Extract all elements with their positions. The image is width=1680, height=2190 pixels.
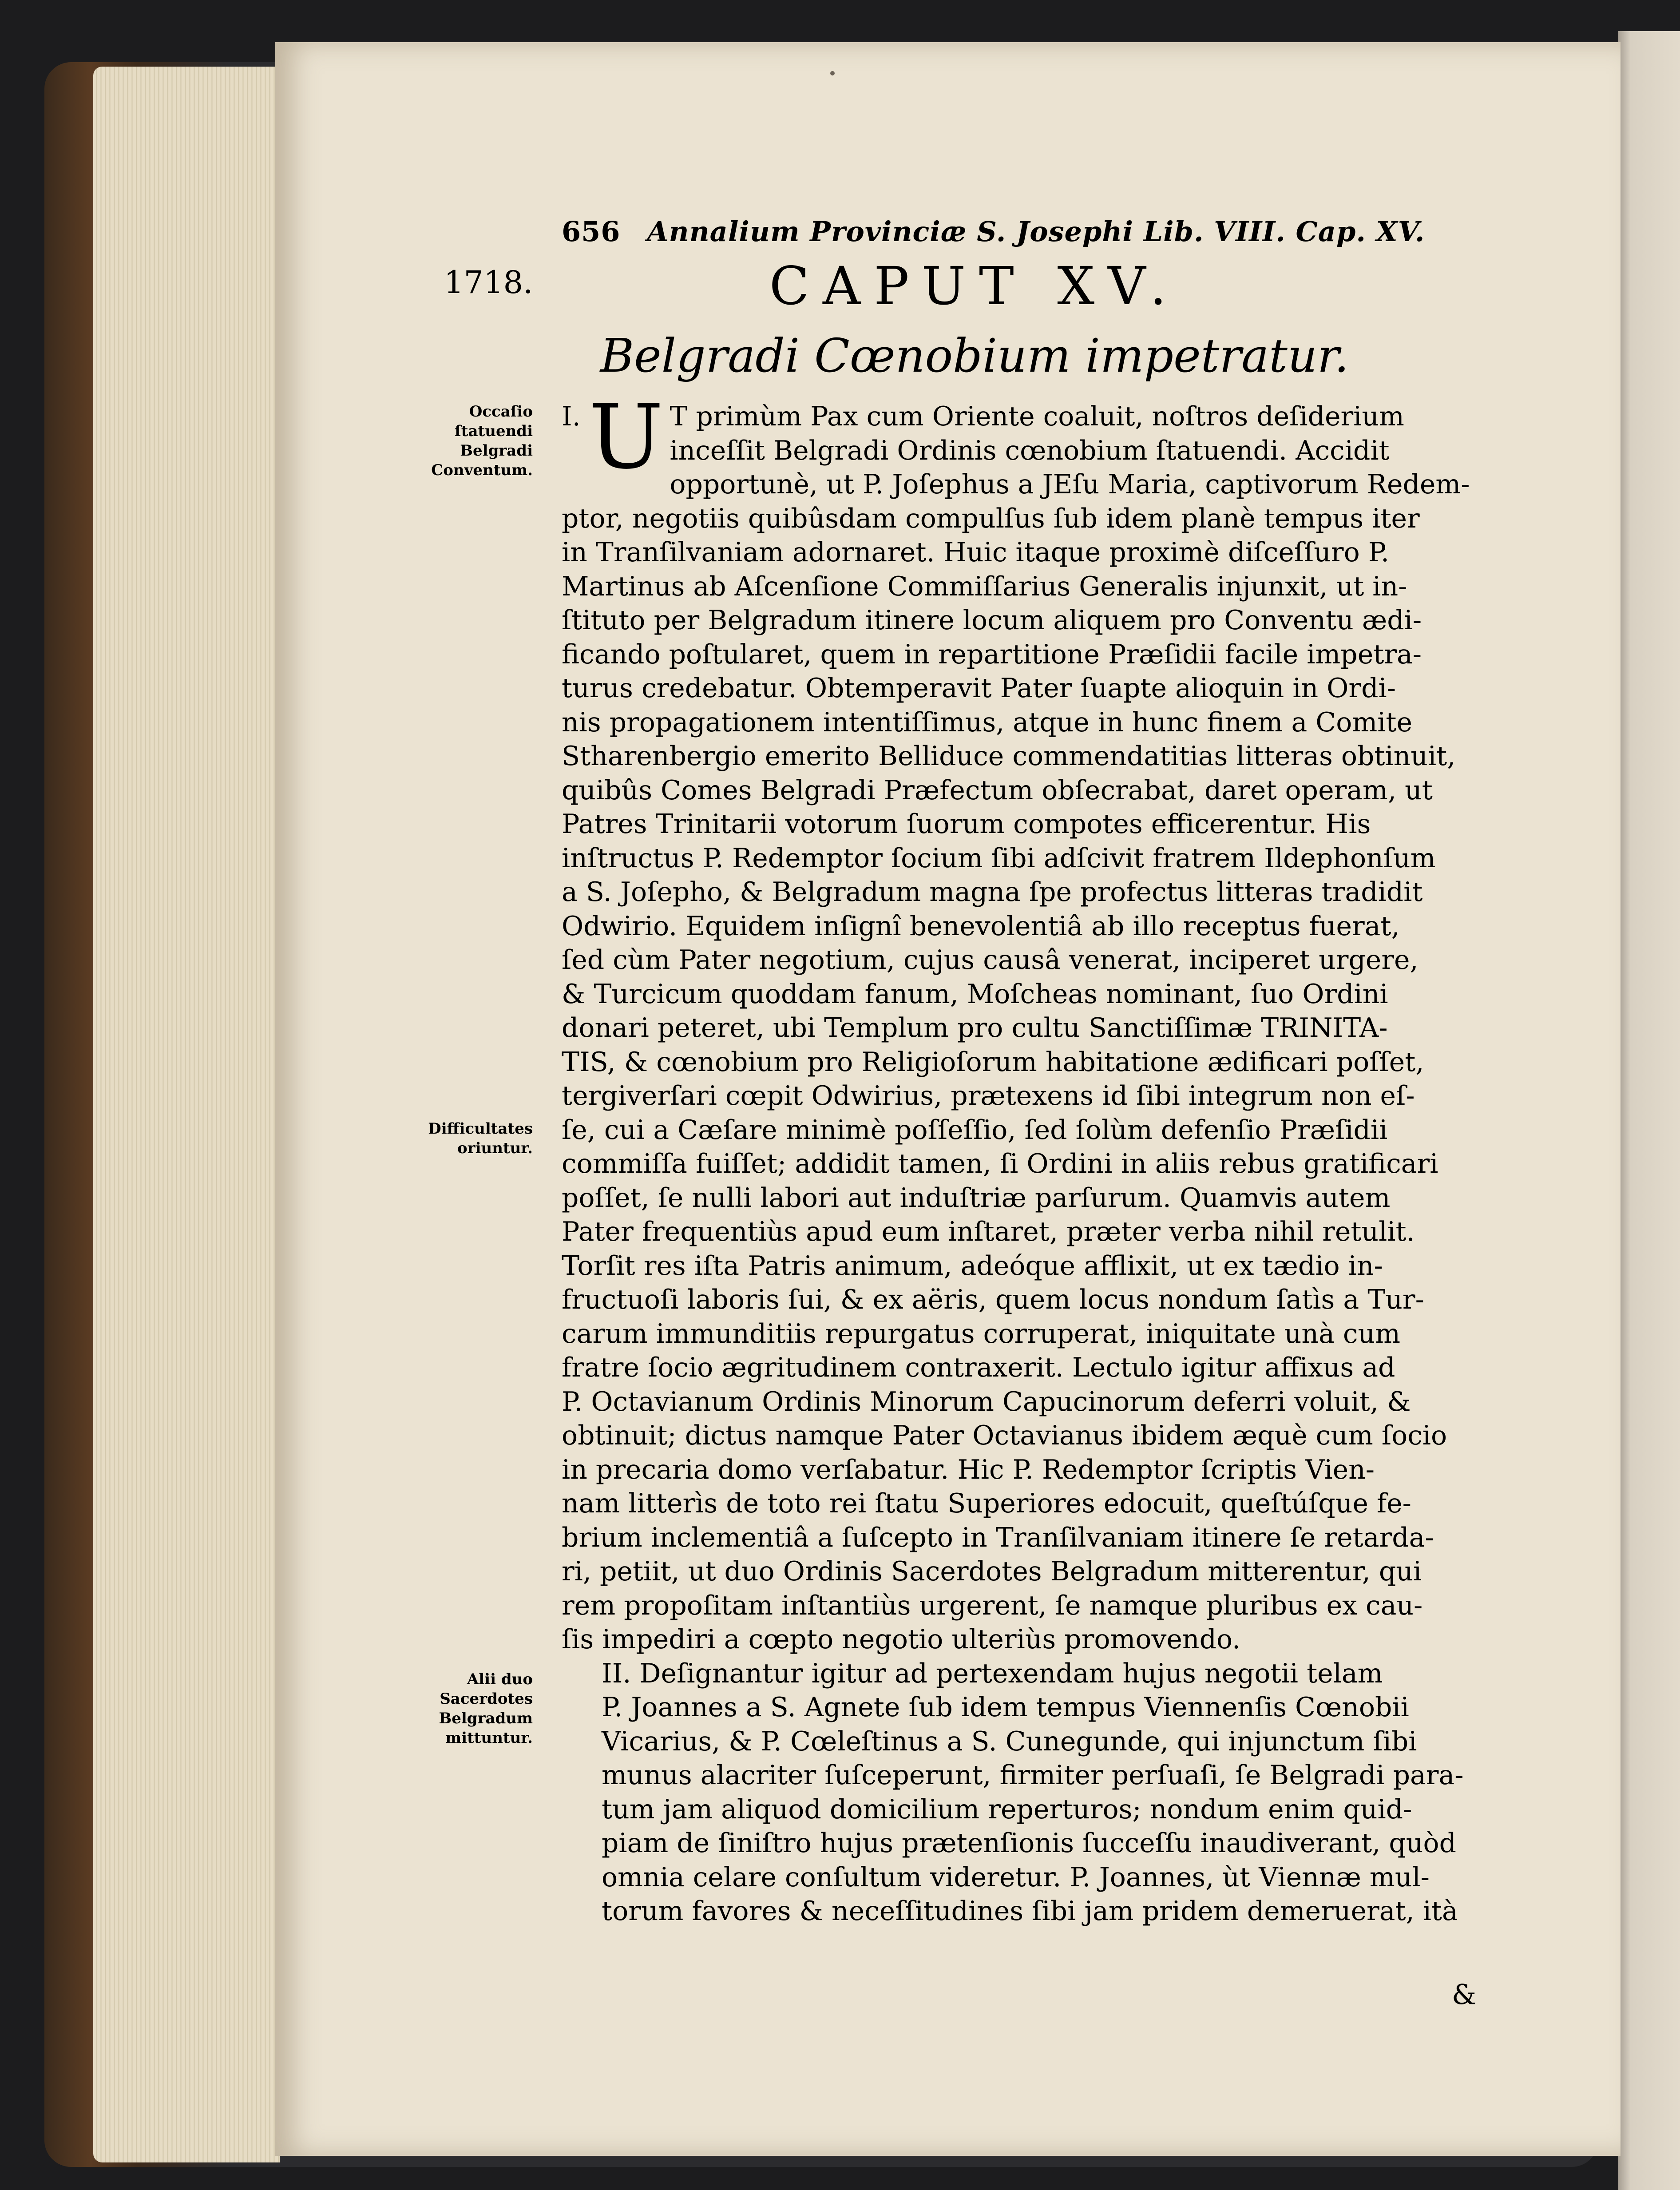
text-line: ptor, negotiis quibûsdam compulſus ſub idem planè tempus iter (562, 503, 1420, 534)
text-line: in precaria domo verſabatur. Hic P. Redemptor ſcriptis Vien- (562, 1454, 1375, 1485)
text-line: commiſſa fuiſſet; addidit tamen, ſi Ordini in aliis rebus gratificari (562, 1148, 1438, 1179)
running-head (562, 215, 1425, 248)
page-stack-edge (93, 67, 280, 2162)
text-line: P. Joannes a S. Agnete ſub idem tempus Viennenſis Cœnobii (602, 1692, 1409, 1723)
text-line: ri, petiit, ut duo Ordinis Sacerdotes Belgradum mitterentur, qui (562, 1556, 1422, 1587)
text-line: nam litterìs de toto rei ſtatu Superiores edocuit, queſtúſque fe- (562, 1488, 1411, 1519)
text-line: fructuoſi laboris ſui, & ex aëris, quem locus nondum ſatìs a Tur- (562, 1284, 1424, 1315)
text-line: II. Deſignantur igitur ad pertexendam hujus negotii telam (602, 1658, 1383, 1689)
text-line: Patres Trinitarii votorum ſuorum compotes efficerentur. His (562, 809, 1371, 840)
text-line: carum immunditiis repurgatus corruperat, iniquitate unà cum (562, 1318, 1401, 1349)
main-text (562, 385, 1470, 1928)
text-line: fratre ſocio ægritudinem contraxerit. Lectulo igitur affixus ad (562, 1352, 1395, 1383)
running-head-title: Annalium Provinciæ S. Josephi Lib. VIII. Cap. XV. (647, 215, 1425, 248)
sidenote-alii-duo: Alii duo Sacerdotes Belgradum mittuntur. (439, 1670, 533, 1747)
text-line: P. Octavianum Ordinis Minorum Capucinorum deferri voluit, & (562, 1386, 1411, 1417)
page-number: 656 (562, 215, 621, 248)
text-line: Pater frequentiùs apud eum inſtaret, præter verba nihil retulit. (562, 1216, 1415, 1247)
text-line: & Turcicum quoddam fanum, Moſcheas nominant, ſuo Ordini (562, 978, 1388, 1010)
text-line: Torſit res iſta Patris animum, adeóque afflixit, ut ex tædio in- (562, 1250, 1383, 1281)
paragraph-2 (562, 1657, 1464, 1928)
paragraph-1 (562, 385, 1470, 1657)
text-line: ſtituto per Belgradum itinere locum aliquem pro Conventu ædi- (562, 605, 1422, 636)
text-line: munus alacriter ſuſceperunt, firmiter perſuaſi, ſe Belgradi para- (602, 1760, 1464, 1791)
catchword: & (1452, 1978, 1477, 2011)
text-line: torum favores & neceſſitudines ſibi jam pridem demeruerat, ità (602, 1896, 1458, 1927)
year-margin: 1718. (444, 264, 533, 301)
text-line: in Tranſilvaniam adornaret. Huic itaque proximè diſceſſuro P. (562, 537, 1390, 568)
text-line: ſed cùm Pater negotium, cujus causâ venerat, inciperet urgere, (562, 944, 1418, 976)
text-line: nis propagationem intentiſſimus, atque in hunc finem a Comite (562, 706, 1413, 738)
text-line: Odwirio. Equidem inſignî benevolentiâ ab illo receptus fuerat, (562, 910, 1400, 942)
text-line: a S. Joſepho, & Belgradum magna ſpe profectus litteras tradidit (562, 877, 1423, 908)
text-line: opportunè, ut P. Joſephus a JEſu Maria, captivorum Redem- (670, 469, 1470, 500)
chapter-subtitle: Belgradi Cœnobium impetratur. (600, 329, 1349, 383)
facing-page-edge (1618, 31, 1680, 2190)
text-line: inſtructus P. Redemptor ſocium ſibi adſcivit fratrem Ildephonſum (562, 842, 1436, 874)
sidenote-occasio: Occaſio ſtatuendi Belgradi Conventum. (431, 403, 533, 479)
text-line: Vicarius, & P. Cœleſtinus a S. Cunegunde, qui injunctum ſibi (602, 1726, 1417, 1757)
text-line: T primùm Pax cum Oriente coaluit, noſtros deſiderium (670, 401, 1404, 432)
text-line: omnia celare conſultum videretur. P. Joannes, ùt Viennæ mul- (602, 1861, 1430, 1893)
text-line: obtinuit; dictus namque Pater Octavianus ibidem æquè cum ſocio (562, 1420, 1447, 1451)
text-line: TIS, & cœnobium pro Religioſorum habitatione ædificari poſſet, (562, 1046, 1424, 1078)
paragraph-marker: I. (562, 401, 581, 432)
text-line: turus credebatur. Obtemperavit Pater ſuapte alioquin in Ordi- (562, 673, 1396, 704)
text-line: tum jam aliquod domicilium reperturos; nondum enim quid- (602, 1793, 1412, 1825)
text-line: donari peteret, ubi Templum pro cultu Sanctiſſimæ TRINITA- (562, 1012, 1388, 1043)
text-line: brium inclementiâ a ſuſcepto in Tranſilvaniam itinere ſe retarda- (562, 1522, 1434, 1553)
text-line: tergiverſari cœpit Odwirius, prætexens id ſibi integrum non eſ- (562, 1080, 1415, 1111)
drop-cap: U (588, 385, 664, 489)
sidenote-difficultates: Difficultates oriuntur. (428, 1120, 533, 1157)
text-line: Martinus ab Aſcenſione Commiſſarius Generalis injunxit, ut in- (562, 571, 1407, 602)
text-line: piam de ſiniſtro hujus prætenſionis ſucceſſu inaudiverant, quòd (602, 1828, 1456, 1859)
text-line: poſſet, ſe nulli labori aut induſtriæ parſurum. Quamvis autem (562, 1182, 1391, 1214)
text-line: rem propoſitam inſtantiùs urgerent, ſe namque pluribus ex cau- (562, 1590, 1423, 1621)
text-line: Stharenbergio emerito Belliduce commendatitias litteras obtinuit, (562, 741, 1456, 772)
text-line: inceſſit Belgradi Ordinis cœnobium ſtatuendi. Accidit (670, 435, 1390, 466)
text-line: ſis impediri a cœpto negotio ulteriùs promovendo. (562, 1624, 1241, 1655)
text-line: ſe, cui a Cæſare minimè poſſeſſio, ſed ſolùm defenſio Præſidii (562, 1114, 1388, 1146)
page-speck (830, 71, 835, 75)
text-line: quibûs Comes Belgradi Præfectum obſecrabat, daret operam, ut (562, 774, 1433, 806)
chapter-title: CAPUT XV. (769, 255, 1180, 317)
text-line: ficando poſtularet, quem in repartitione Præſidii facile impetra- (562, 639, 1422, 670)
